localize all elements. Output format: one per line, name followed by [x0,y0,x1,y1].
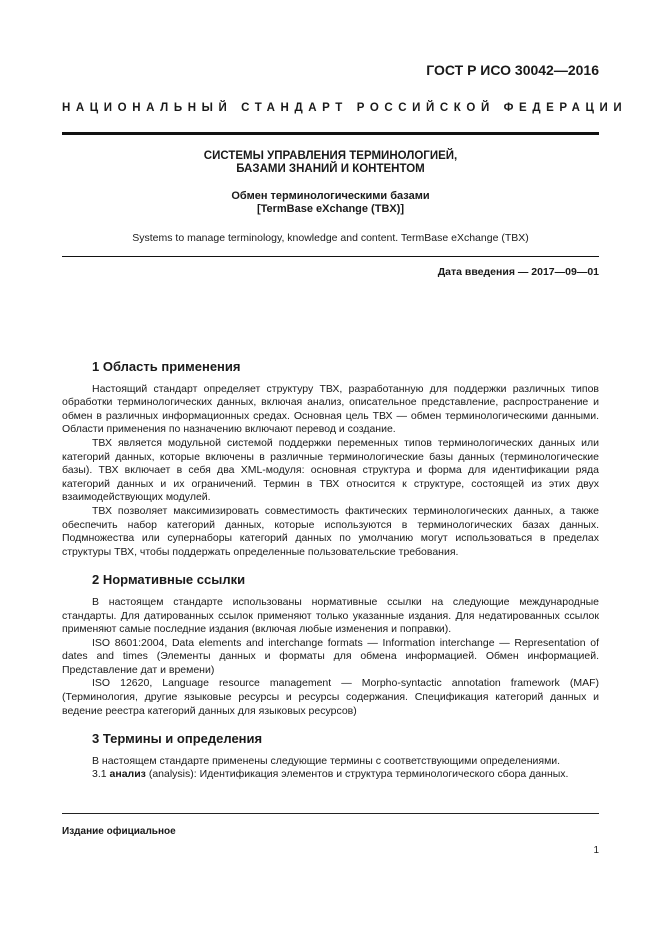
header-divider [62,132,599,135]
document-title [62,150,599,176]
document-body [62,360,599,782]
title-divider [62,256,599,257]
subtitle-line-2: [TermBase eXchange (TBX)] [256,203,405,215]
paragraph: ТВХ является модульной системой поддержки переменных типов терминологических данных или категорий данных, которые включены в различные терминологические базы данных (терминологические базы). ТВХ включает в себя два XML-модуля: основная структура и форма для идентификации ряда категорий данных и их ограничений. Термин в ТВХ относится к структуре, состоящей из этих двух взаимодействующих модулей. [62,436,599,504]
standard-code: ГОСТ Р ИСО 30042—2016 [426,62,599,78]
paragraph: ISO 8601:2004, Data elements and interchange formats — Information interchange — Representation of dates and times (Элементы данных и форматы для обмена информацией. Обмен информацией. Представление дат и времени) [62,636,599,676]
section-heading-scope: 1 Область применения [92,359,241,374]
document-subtitle [62,190,599,216]
paragraph: ISO 12620, Language resource management — Morpho-syntactic annotation framework (MAF) (Терминология, другие языковые ресурсы и ресурсы содержания. Спецификация категорий данных и ведение реестра категорий данных для языковых ресурсов) [62,677,599,717]
paragraph: ТВХ позволяет максимизировать совместимость фактических терминологических данных, а также обеспечить набор категорий данных, которые используются в терминологических базах данных. Подмножества или супернаборы категорий данных по умолчанию могут использоваться в пределах структуры ТВХ, чтобы поддержать определенные пользовательские требования. [62,504,599,558]
term-text: (analysis): Идентификация элементов и структура терминологического сбора данных. [148,768,569,781]
title-line-1: СИСТЕМЫ УПРАВЛЕНИЯ ТЕРМИНОЛОГИЕЙ, [203,150,458,162]
subtitle-line-1: Обмен терминологическими базами [231,190,430,202]
term-definition [62,768,599,782]
english-title: Systems to manage terminology, knowledge and content. TermBase eXchange (TBX) [132,232,529,244]
section-heading-references: 2 Нормативные ссылки [92,572,246,588]
footer-divider [62,813,599,814]
paragraph: Настоящий стандарт определяет структуру ТВХ, разработанную для поддержки различных типов обработки терминологических данных, включая анализ, описательное представление, распространение и обмен в различных информационных средах. Основная цель ТВХ — обмен терминологическими данными. Области применения по назначению включают перевод и создание. [62,382,599,436]
paragraph: В настоящем стандарте использованы нормативные ссылки на следующие международные стандарты. Для датированных ссылок применяют только указанные издания. Для недатированных ссылок применяют самые последние издания (включая любые изменения и поправки). [62,595,599,636]
national-standard-heading: НАЦИОНАЛЬНЫЙ СТАНДАРТ РОССИЙСКОЙ ФЕДЕРАЦИИ [62,102,628,114]
paragraph: В настоящем стандарте применены следующие термины с соответствующими определениями. [92,754,561,767]
page-number: 1 [593,845,599,856]
official-edition-note: Издание официальное [62,826,176,837]
title-line-2: БАЗАМИ ЗНАНИЙ И КОНТЕНТОМ [236,163,425,175]
section-heading-terms: 3 Термины и определения [92,731,263,747]
term-number: 3.1 [92,768,107,781]
term-word: анализ [109,768,146,781]
introduction-date: Дата введения — 2017—09—01 [437,266,599,278]
